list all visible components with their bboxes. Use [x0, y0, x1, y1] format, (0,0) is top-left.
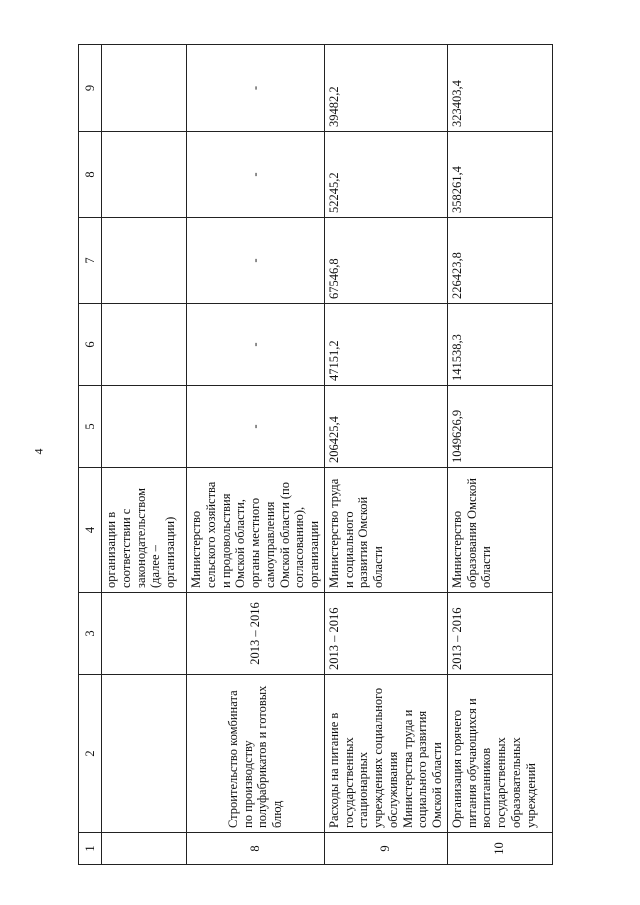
cell-number: 9: [324, 833, 447, 865]
cell-name: Строительство комбината по производству полуфабрикатов и готовых блюд: [187, 675, 325, 833]
cell-name: [102, 675, 187, 833]
cell-period: 2013 – 2016: [447, 593, 552, 675]
cell-period: 2013 – 2016: [187, 593, 325, 675]
cell-executor: организации в соответствии с законодательством (далее – организации): [102, 468, 187, 593]
header-cell: 9: [79, 45, 102, 132]
cell-value: 206425,4: [324, 386, 447, 468]
cell-value: -: [187, 132, 325, 218]
rotated-table-container: [78, 45, 538, 865]
cell-executor: Министерство сельского хозяйства и продовольствия Омской области, органы местного самоуправления Омской области (по согласованию), организации: [187, 468, 325, 593]
header-cell: 1: [79, 833, 102, 865]
cell-number: [102, 833, 187, 865]
cell-name: Расходы на питание в государственных стационарных учреждениях социального обслуживания Министерства труда и социального развития Омской области: [324, 675, 447, 833]
cell-period: 2013 – 2016: [324, 593, 447, 675]
cell-executor: Министерство труда и социального развития Омской области: [324, 468, 447, 593]
cell-value: -: [187, 45, 325, 132]
cell-value: 141538,3: [447, 304, 552, 386]
cell-value: 52245,2: [324, 132, 447, 218]
cell-period: [102, 593, 187, 675]
cell-value: 358261,4: [447, 132, 552, 218]
cell-name: Организация горячего питания обучающихся и воспитанников государственных образовательных учреждений: [447, 675, 552, 833]
header-cell: 4: [79, 468, 102, 593]
table-row: [447, 45, 552, 865]
cell-value: 323403,4: [447, 45, 552, 132]
cell-number: 10: [447, 833, 552, 865]
cell-value: [102, 45, 187, 132]
cell-executor: Министерство образования Омской области: [447, 468, 552, 593]
cell-value: 1049626,9: [447, 386, 552, 468]
program-measures-table: [78, 44, 553, 865]
cell-value: [102, 386, 187, 468]
cell-value: 47151,2: [324, 304, 447, 386]
header-cell: 7: [79, 218, 102, 304]
cell-value: 226423,8: [447, 218, 552, 304]
cell-value: -: [187, 304, 325, 386]
cell-value: -: [187, 218, 325, 304]
cell-value: -: [187, 386, 325, 468]
header-cell: 3: [79, 593, 102, 675]
header-cell: 6: [79, 304, 102, 386]
cell-value: [102, 218, 187, 304]
table-row: [187, 45, 325, 865]
header-cell: 2: [79, 675, 102, 833]
cell-value: [102, 132, 187, 218]
cell-value: 67546,8: [324, 218, 447, 304]
table-row: [102, 45, 187, 865]
page-number: 4: [31, 448, 46, 455]
cell-number: 8: [187, 833, 325, 865]
table-row: [324, 45, 447, 865]
cell-value: 39482,2: [324, 45, 447, 132]
header-cell: 5: [79, 386, 102, 468]
cell-value: [102, 304, 187, 386]
header-cell: 8: [79, 132, 102, 218]
header-row: [79, 45, 102, 865]
